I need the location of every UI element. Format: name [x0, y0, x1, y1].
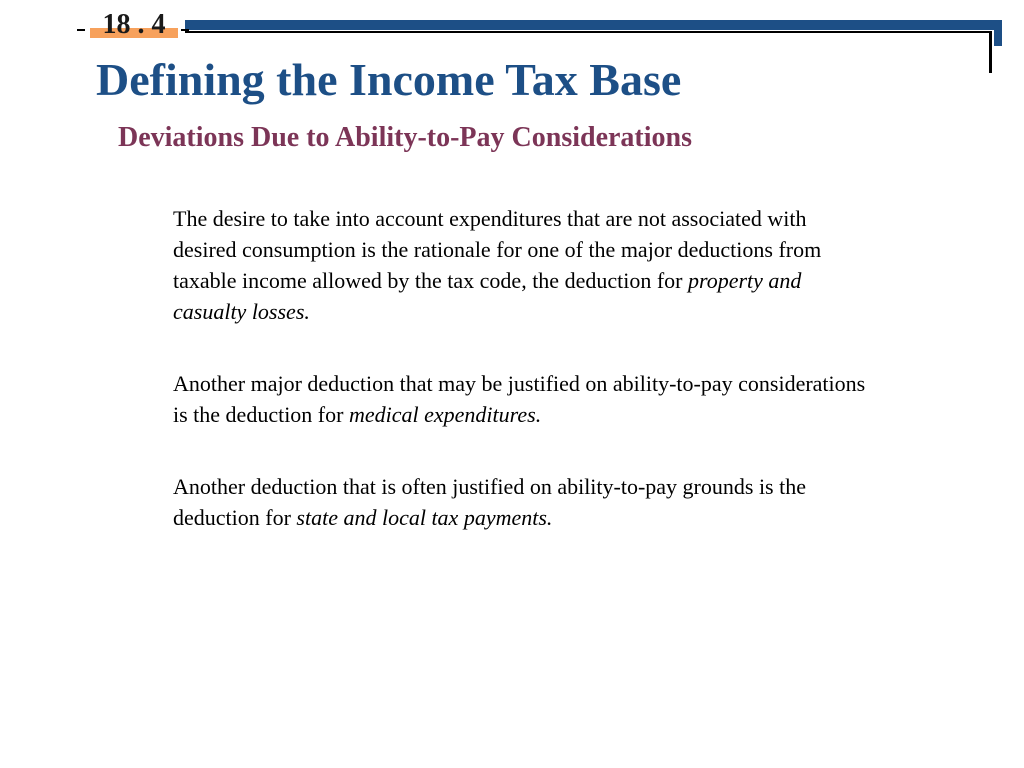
slide-body [173, 203, 873, 574]
header-bar [185, 20, 1002, 30]
header-corner-post [994, 20, 1002, 46]
page-number-dash-right [181, 29, 189, 31]
page-number: 18 . 4 [102, 9, 166, 40]
paragraph-emphasis: medical expenditures. [348, 402, 542, 427]
paragraph-property-casualty [173, 203, 873, 327]
paragraph-medical [173, 368, 873, 430]
paragraph-text: Another deduction that is often justified on ability-to-pay grounds is the deduction for [173, 474, 806, 530]
paragraph-emphasis: state and local tax payments. [296, 505, 553, 530]
header-rule [185, 31, 991, 33]
slide-title: Defining the Income Tax Base [96, 54, 682, 105]
paragraph-text: Another major deduction that may be justified on ability-to-pay considerations is the deduction for [173, 371, 866, 427]
paragraph-state-local [173, 471, 873, 533]
header-corner-rule [989, 31, 992, 73]
paragraph-text: The desire to take into account expenditures that are not associated with desired consumption is the rationale for one of the major deductions from taxable income allowed by the tax code, the deduction for [173, 206, 822, 293]
slide-subtitle: Deviations Due to Ability-to-Pay Considerations [118, 122, 692, 153]
paragraph-emphasis: property and casualty losses. [173, 268, 802, 324]
page-number-dash-left [77, 29, 85, 31]
